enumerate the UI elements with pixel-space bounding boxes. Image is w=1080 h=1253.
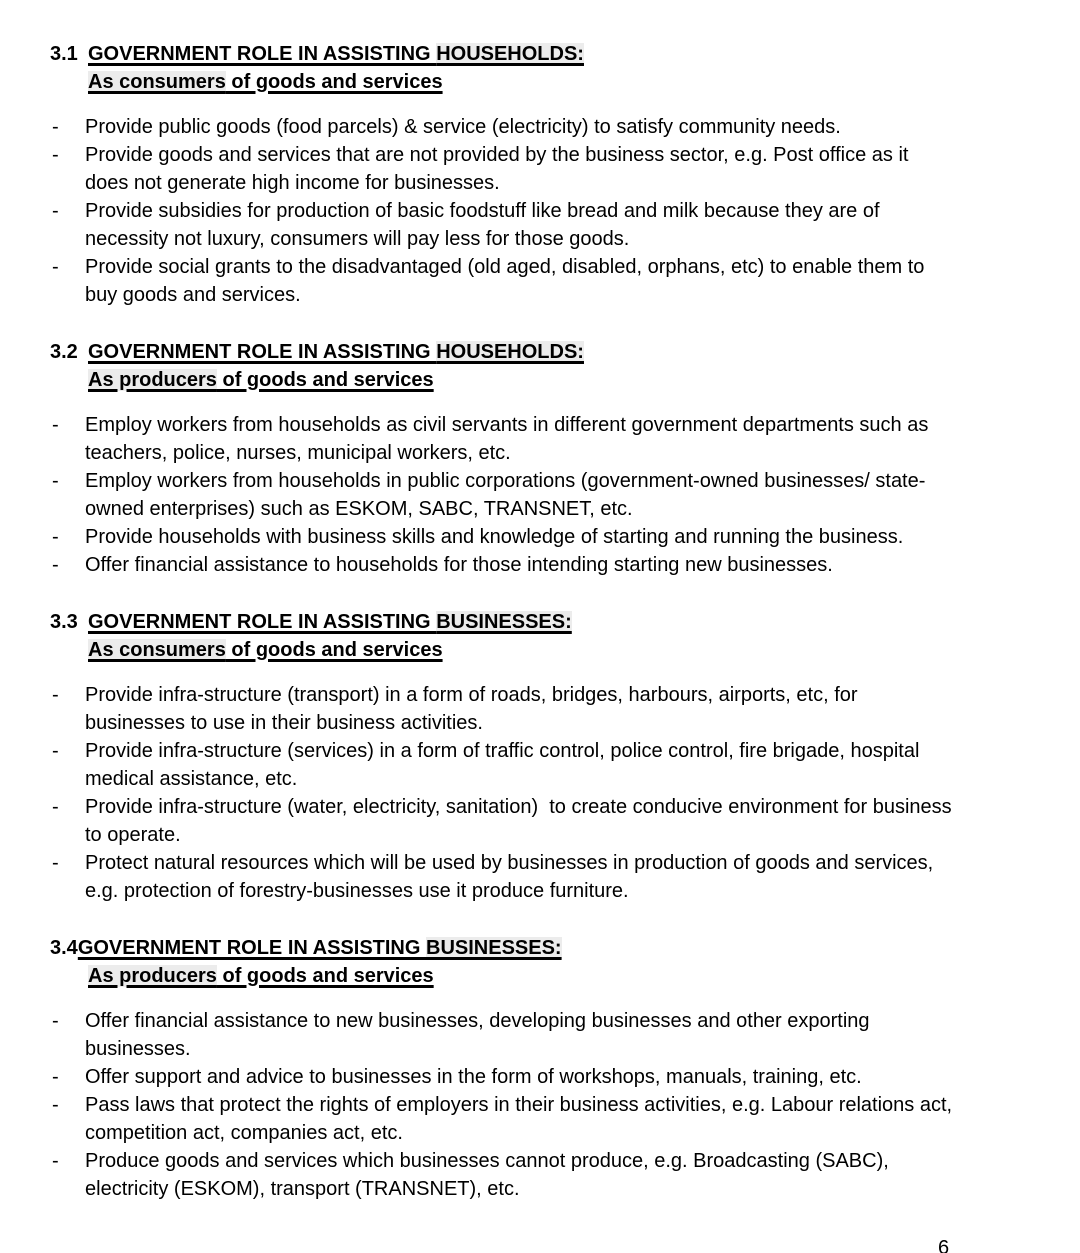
section-heading	[50, 40, 955, 68]
section-subheading	[88, 636, 955, 664]
bullet-dash: -	[52, 116, 59, 138]
section-heading	[50, 934, 955, 962]
section-subheading	[88, 962, 955, 990]
bullet-text: Offer financial assistance to households for those intending starting new businesses.	[85, 554, 833, 576]
highlighted-text: BUSINESSES:	[436, 611, 572, 633]
section-3-4	[50, 934, 958, 1203]
section-3-1	[50, 40, 955, 309]
bullet-dash: -	[52, 414, 59, 436]
bullet-text: Offer support and advice to businesses in the form of workshops, manuals, training, etc.	[85, 1066, 862, 1088]
list-item	[50, 1091, 958, 1147]
bullet-dash: -	[52, 1066, 59, 1088]
section-title	[78, 934, 562, 962]
section-number: 3.2	[50, 341, 78, 363]
section-3-3	[50, 608, 958, 905]
highlighted-text: As consumers	[88, 639, 226, 661]
bullet-text: Protect natural resources which will be used by businesses in production of goods and services, e.g. protection of forestry-businesses use it produce furniture.	[85, 852, 939, 902]
bullet-dash: -	[52, 1150, 59, 1172]
bullet-dash: -	[52, 554, 59, 576]
section-subtitle	[88, 965, 434, 987]
list-item	[50, 1063, 955, 1091]
section-title	[88, 338, 584, 366]
bullet-list	[50, 681, 958, 905]
list-item	[50, 523, 955, 551]
section-subheading	[88, 366, 955, 394]
title-text: GOVERNMENT ROLE IN ASSISTING	[77, 937, 426, 959]
highlighted-text: HOUSEHOLDS:	[436, 43, 584, 65]
bullet-dash: -	[52, 1010, 59, 1032]
bullet-text: Employ workers from households as civil servants in different government departments such as teachers, police, nurses, municipal workers, etc.	[85, 414, 934, 464]
list-item	[50, 197, 955, 253]
bullet-text: Produce goods and services which businesses cannot produce, e.g. Broadcasting (SABC), electricity (ESKOM), transport (TRANSNET), etc.	[85, 1150, 895, 1200]
section-3-2	[50, 338, 955, 579]
bullet-text: Provide subsidies for production of basic foodstuff like bread and milk because they are of necessity not luxury, consumers will pay less for those goods.	[85, 200, 886, 250]
subtitle-text: of goods and services	[225, 639, 443, 661]
list-item	[50, 681, 955, 737]
section-heading	[50, 338, 955, 366]
bullet-dash: -	[52, 796, 59, 818]
bullet-text: Provide infra-structure (water, electricity, sanitation) to create conducive environment for business to operate.	[85, 796, 958, 846]
bullet-text: Employ workers from households in public corporations (government-owned businesses/ state-owned enterprises) such as ESKOM, SABC, TRANSNET, etc.	[85, 470, 926, 520]
highlighted-text: HOUSEHOLDS:	[436, 341, 584, 363]
bullet-dash: -	[52, 1094, 59, 1116]
bullet-dash: -	[52, 684, 59, 706]
bullet-text: Provide goods and services that are not provided by the business sector, e.g. Post office as it does not generate high income for businesses.	[85, 144, 914, 194]
section-title	[88, 608, 572, 636]
subtitle-text: of goods and services	[216, 965, 434, 987]
list-item	[50, 737, 955, 793]
bullet-text: Provide social grants to the disadvantaged (old aged, disabled, orphans, etc) to enable them to buy goods and services.	[85, 256, 930, 306]
bullet-dash: -	[52, 740, 59, 762]
title-text: GOVERNMENT ROLE IN ASSISTING	[88, 611, 437, 633]
subtitle-text: of goods and services	[216, 369, 434, 391]
title-text: GOVERNMENT ROLE IN ASSISTING	[88, 341, 437, 363]
bullet-dash: -	[52, 144, 59, 166]
list-item	[50, 1147, 955, 1203]
highlighted-text: As producers	[88, 965, 217, 987]
bullet-text: Offer financial assistance to new businesses, developing businesses and other exporting businesses.	[85, 1010, 876, 1060]
section-subtitle	[88, 639, 443, 661]
list-item	[50, 1007, 955, 1063]
bullet-text: Pass laws that protect the rights of employers in their business activities, e.g. Labour relations act, competition act, companies act, etc.	[85, 1094, 958, 1144]
list-item	[50, 551, 955, 579]
bullet-list	[50, 411, 955, 579]
document-body	[50, 40, 958, 1203]
page-number: 6	[938, 1237, 950, 1253]
bullet-text: Provide infra-structure (transport) in a form of roads, bridges, harbours, airports, etc, for businesses to use in their business activities.	[85, 684, 864, 734]
list-item	[50, 793, 958, 849]
bullet-text: Provide infra-structure (services) in a form of traffic control, police control, fire brigade, hospital medical assistance, etc.	[85, 740, 925, 790]
section-subheading	[88, 68, 955, 96]
bullet-dash: -	[52, 852, 59, 874]
section-number: 3.3	[50, 611, 78, 633]
highlighted-text: As producers	[88, 369, 217, 391]
bullet-list	[50, 1007, 958, 1203]
list-item	[50, 113, 955, 141]
highlighted-text: BUSINESSES:	[426, 937, 562, 959]
subtitle-text: of goods and services	[225, 71, 443, 93]
bullet-dash: -	[52, 256, 59, 278]
section-subtitle	[88, 71, 443, 93]
section-title	[88, 40, 584, 68]
bullet-list	[50, 113, 955, 309]
section-number: 3.1	[50, 43, 78, 65]
section-heading	[50, 608, 955, 636]
bullet-dash: -	[52, 200, 59, 222]
section-number: 3.4	[50, 937, 78, 959]
bullet-dash: -	[52, 526, 59, 548]
list-item	[50, 141, 955, 197]
list-item	[50, 253, 955, 309]
bullet-text: Provide households with business skills and knowledge of starting and running the business.	[85, 526, 904, 548]
list-item	[50, 849, 955, 905]
list-item	[50, 411, 955, 467]
title-text: GOVERNMENT ROLE IN ASSISTING	[88, 43, 437, 65]
bullet-text: Provide public goods (food parcels) & service (electricity) to satisfy community needs.	[85, 116, 841, 138]
bullet-dash: -	[52, 470, 59, 492]
list-item	[50, 467, 955, 523]
highlighted-text: As consumers	[88, 71, 226, 93]
section-subtitle	[88, 369, 434, 391]
